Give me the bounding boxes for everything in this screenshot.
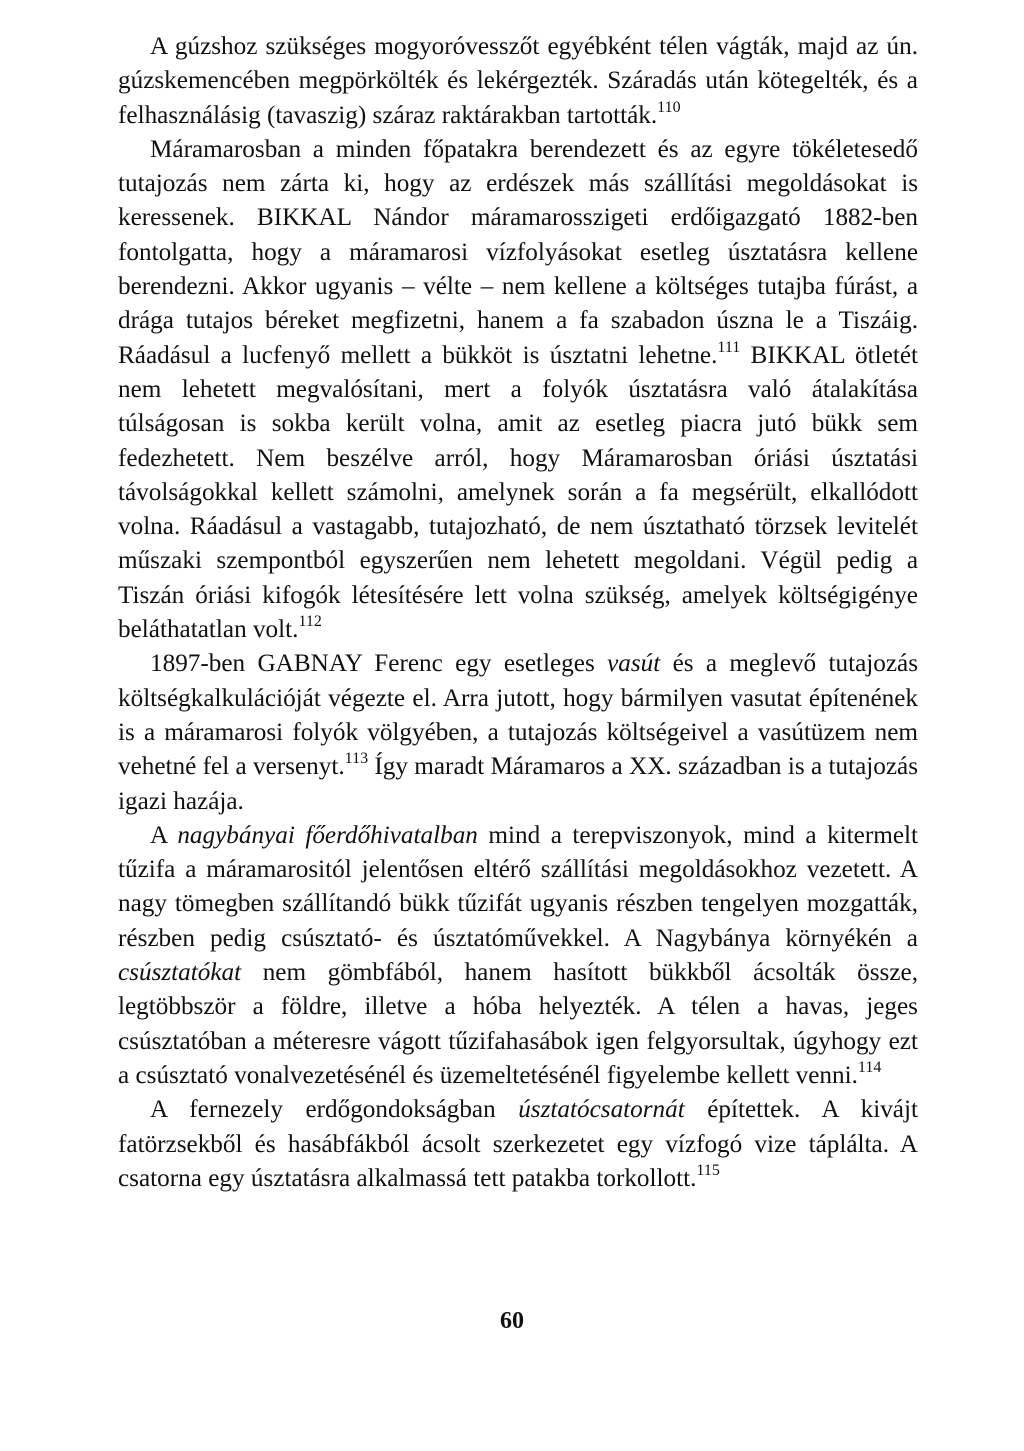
- page-body: [118, 30, 918, 1196]
- emphasis-term: nagybányai főerdőhivatalban: [177, 821, 478, 849]
- footnote-ref: 115: [696, 1161, 720, 1179]
- paragraph-fernezely: [118, 1093, 918, 1196]
- footnote-ref: 113: [344, 750, 369, 768]
- footnote-ref: 111: [717, 338, 741, 356]
- emphasis-term: csúsztatókat: [118, 959, 242, 987]
- paragraph-text: Máramarosban a minden főpatakra berendezett és az egyre tökéletesedő tutajozás nem zárta ki, hogy az erdészek más szállítási megoldásokat is keressenek. BIKKAL Nándor máramarosszigeti erdőigazgató 1882-ben fontolgatta, hogy a máramarosi vízfolyásokat esetleg úsztatásra kellene berendezni. Akkor ugyanis – vélte – nem kellene a költséges tutajba fúrást, a drága tutajos béreket megfizetni, hanem a fa szabadon úszna le a Tiszáig. Ráadásul a lucfenyő mellett a bükköt is úsztatni lehetne.: [118, 135, 918, 369]
- paragraph-text-continued: építettek. A kivájt fatörzsekből és hasábfákból ácsolt szerkezetet egy vízfogó vize táplálta. A csatorna egy úsztatásra alkalmassá tett patakba torkollott.: [118, 1096, 918, 1192]
- paragraph-text-tail: Így maradt Máramaros a XX. században is a tutajozás igazi hazája.: [118, 753, 918, 815]
- paragraph-text: 1897-ben GABNAY Ferenc egy esetleges: [150, 650, 608, 678]
- footnote-ref: 114: [857, 1058, 882, 1076]
- footnote-ref: 110: [657, 98, 681, 116]
- paragraph-text: A fernezely erdőgondokságban: [150, 1096, 519, 1124]
- paragraph-text: A: [150, 821, 178, 849]
- paragraph-maramaros: [118, 133, 918, 647]
- page-number: 60: [500, 1308, 524, 1334]
- paragraph-guzs: [118, 30, 918, 133]
- emphasis-term: úsztatócsatornát: [518, 1096, 685, 1124]
- emphasis-term: vasút: [607, 650, 661, 678]
- paragraph-gabnay: [118, 647, 918, 818]
- paragraph-text: A gúzshoz szükséges mogyoróvesszőt egyébként télen vágták, majd az ún. gúzskemencében megpörkölték és lekérgezték. Száradás után kötegelték, és a felhasználásig (tavaszig) száraz raktárakban tartották.: [118, 33, 918, 129]
- paragraph-text-continued: és a meglevő tutajozás költségkalkulációját végezte el. Arra jutott, hogy bármilyen vasutat építenének is a máramarosi folyók völgyében, a tutajozás költségeivel a vasútüzem nem vehetné fel a versenyt.: [118, 650, 918, 781]
- paragraph-text-continued: mind a terepviszonyok, mind a kitermelt tűzifa a máramarositól jelentősen eltérő szállítási megoldásokhoz vezetett. A nagy tömegben szállítandó bükk tűzifát ugyanis részben tengelyen mozgatták, részben pedig csúsztató- és úsztatóművekkel. A Nagybánya környékén a: [118, 821, 918, 952]
- footnote-ref: 112: [298, 613, 322, 631]
- paragraph-text-tail: nem gömbfából, hanem hasított bükkből ácsolták össze, legtöbbször a földre, illetve a hóba helyezték. A télen a havas, jeges csúsztatóban a méteresre vágott tűzifahasábok igen felgyorsultak, úgyhogy ezt a csúsztató vonalvezetésénél és üzemeltetésénél figyelembe kellett venni.: [118, 959, 918, 1089]
- paragraph-nagybanya: [118, 819, 918, 1093]
- paragraph-text-continued: BIKKAL ötletét nem lehetett megvalósítani, mert a folyók úsztatásra való átalakítása túlságosan is sokba került volna, amit az esetleg piacra jutó bükk sem fedezhetett. Nem beszélve arról, hogy Máramarosban óriási úsztatási távolságokkal kellett számolni, amelynek során a fa megsérült, elkallódott volna. Ráadásul a vastagabb, tutajozható, de nem úsztatható törzsek levitelét műszaki szempontból egyszerűen nem lehetett megoldani. Végül pedig a Tiszán óriási kifogók létesítésére lett volna szükség, amelyek költségigénye beláthatatlan volt.: [118, 341, 919, 644]
